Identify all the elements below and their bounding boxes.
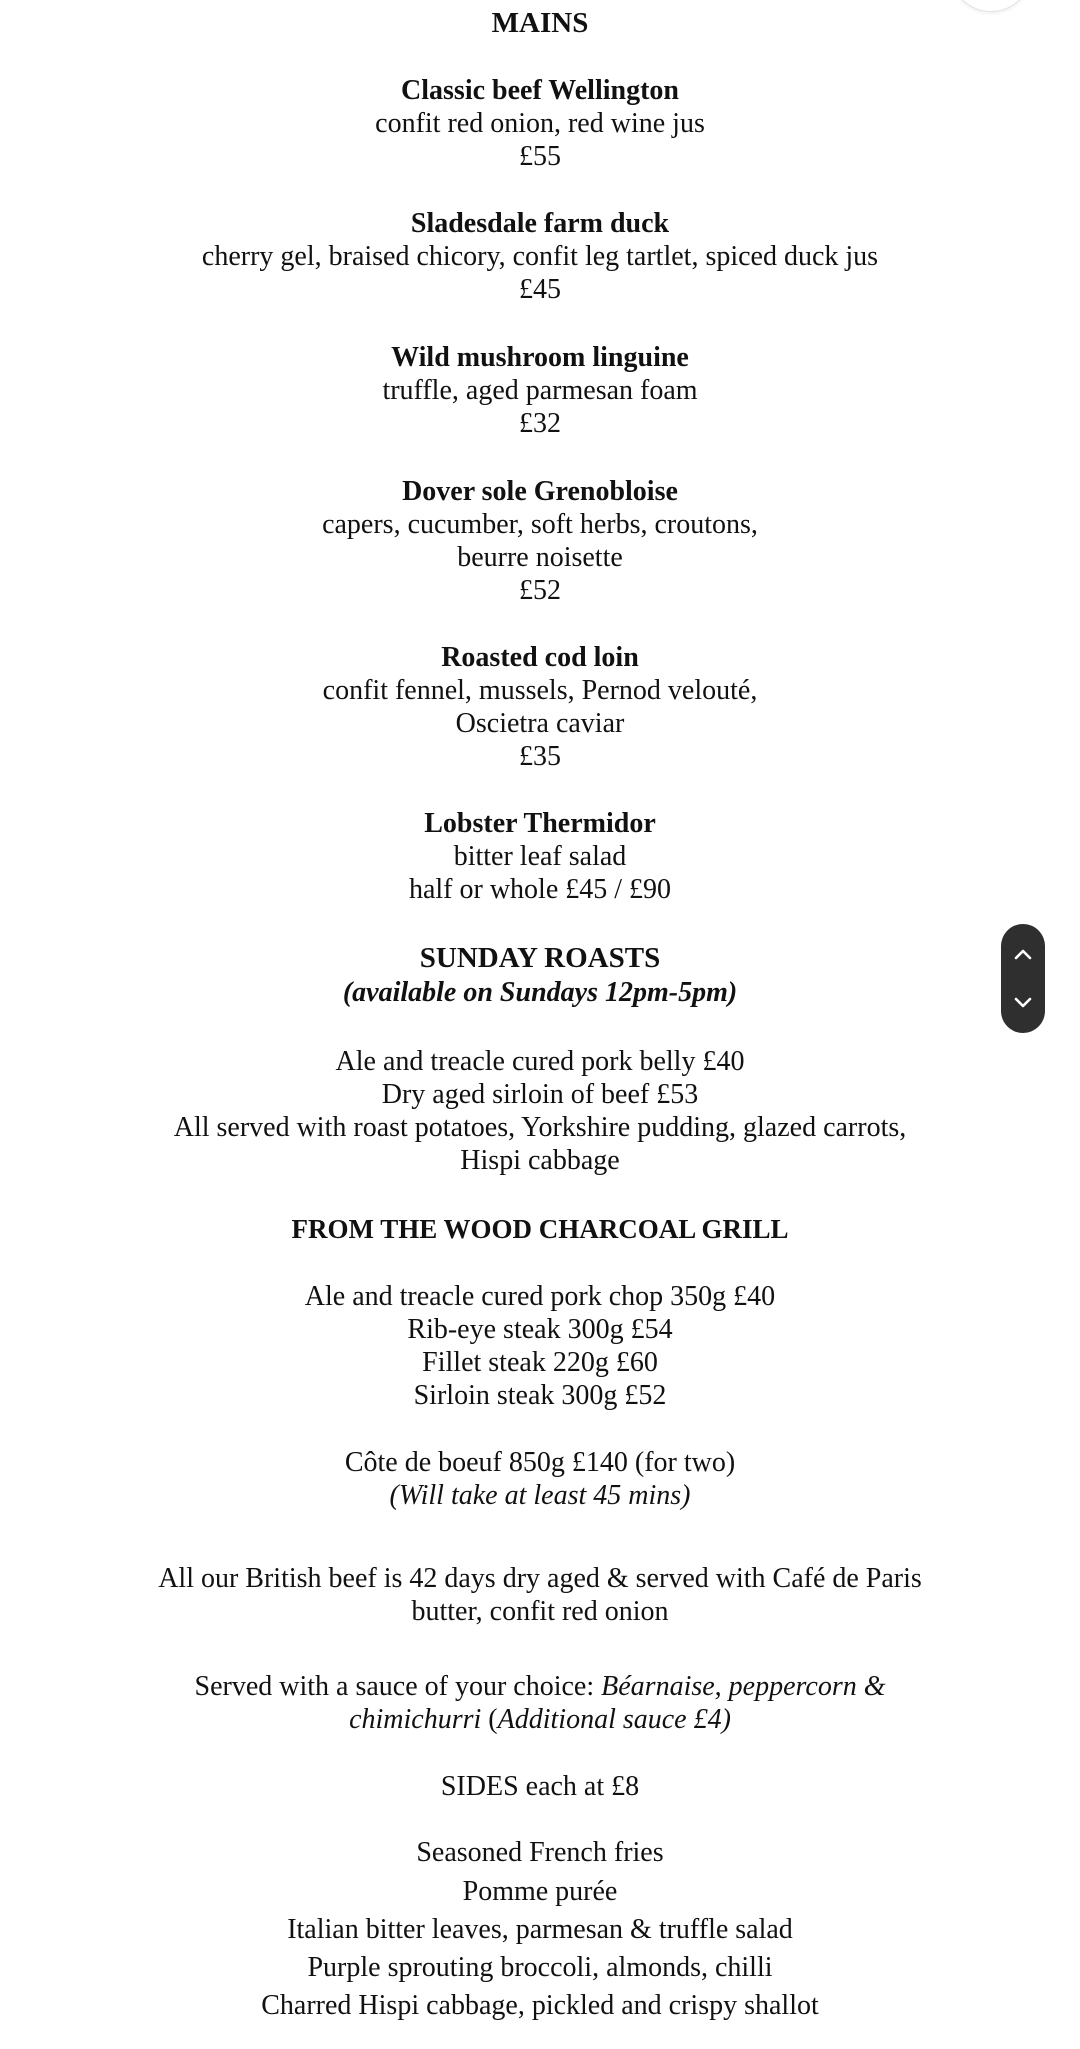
menu-item-name: Sladesdale farm duck — [410, 208, 670, 239]
cote-de-boeuf: Côte de boeuf 850g £140 (for two) — [344, 1447, 736, 1478]
menu-item-description: confit fennel, mussels, Pernod velouté, — [322, 675, 758, 706]
sauce-options: Béarnaise, peppercorn & — [601, 1671, 886, 1702]
sauce-additional: Additional sauce £4) — [497, 1704, 731, 1735]
grill-heading: FROM THE WOOD CHARCOAL GRILL — [291, 1214, 789, 1244]
chevron-up-icon — [1013, 948, 1033, 960]
menu-item-price: half or whole £45 / £90 — [408, 874, 672, 905]
sauce-choice — [0, 1703, 1080, 1737]
mains-heading: MAINS — [491, 7, 589, 39]
scroll-down-button[interactable] — [1001, 983, 1045, 1023]
roast-served-with: Hispi cabbage — [460, 1145, 620, 1176]
sunday-roasts-heading: SUNDAY ROASTS — [419, 942, 661, 974]
beef-note: All our British beef is 42 days dry aged & served with Café de Paris — [158, 1563, 922, 1594]
side-item: Pomme purée — [462, 1876, 618, 1907]
menu-item-price: £55 — [519, 141, 561, 172]
side-item: Seasoned French fries — [416, 1837, 664, 1868]
grill-item: Fillet steak 220g £60 — [422, 1347, 658, 1378]
cote-de-boeuf-note: (Will take at least 45 mins) — [389, 1480, 691, 1511]
menu-item-price: £32 — [519, 408, 561, 439]
sunday-roasts-availability: (available on Sundays 12pm-5pm) — [342, 977, 738, 1008]
sauce-paren: ( — [481, 1704, 498, 1735]
grill-item: Sirloin steak 300g £52 — [413, 1380, 667, 1411]
menu-item-name: Roasted cod loin — [441, 642, 639, 673]
sides-heading: SIDES each at £8 — [440, 1771, 640, 1802]
menu-item-name: Dover sole Grenobloise — [402, 476, 678, 507]
menu-item-price: £45 — [519, 274, 561, 305]
menu-item-description: Oscietra caviar — [455, 708, 625, 739]
menu-item-name: Lobster Thermidor — [424, 808, 656, 839]
roast-served-with: All served with roast potatoes, Yorkshire pudding, glazed carrots, — [173, 1112, 907, 1143]
menu-item-name: Classic beef Wellington — [401, 75, 679, 106]
menu-item-price: £35 — [519, 741, 561, 772]
grill-item: Rib-eye steak 300g £54 — [407, 1314, 673, 1345]
beef-note: butter, confit red onion — [411, 1596, 669, 1627]
menu-item-description: bitter leaf salad — [453, 841, 627, 872]
roast-item: Dry aged sirloin of beef £53 — [381, 1079, 699, 1110]
chevron-down-icon — [1013, 997, 1033, 1009]
menu-item-description: capers, cucumber, soft herbs, croutons, — [322, 509, 758, 540]
menu-item-description: cherry gel, braised chicory, confit leg tartlet, spiced duck jus — [201, 241, 879, 272]
menu-item-description: confit red onion, red wine jus — [375, 108, 705, 139]
menu-item-description: truffle, aged parmesan foam — [382, 375, 698, 406]
side-item: Purple sprouting broccoli, almonds, chilli — [307, 1952, 773, 1983]
sauce-options: chimichurri — [349, 1704, 482, 1735]
scroll-up-button[interactable] — [1001, 934, 1045, 974]
menu-item-name: Wild mushroom linguine — [391, 342, 689, 373]
roast-item: Ale and treacle cured pork belly £40 — [335, 1046, 745, 1077]
side-item: Charred Hispi cabbage, pickled and crispy shallot — [261, 1990, 819, 2021]
sauce-prefix: Served with a sauce of your choice: — [194, 1671, 602, 1702]
menu-item-price: £52 — [519, 575, 561, 606]
menu-item-description: beurre noisette — [457, 542, 623, 573]
side-item: Italian bitter leaves, parmesan & truffle salad — [287, 1914, 793, 1945]
sauce-choice — [0, 1670, 1080, 1704]
scroll-navigator — [1001, 924, 1045, 1033]
grill-item: Ale and treacle cured pork chop 350g £40 — [304, 1281, 776, 1312]
